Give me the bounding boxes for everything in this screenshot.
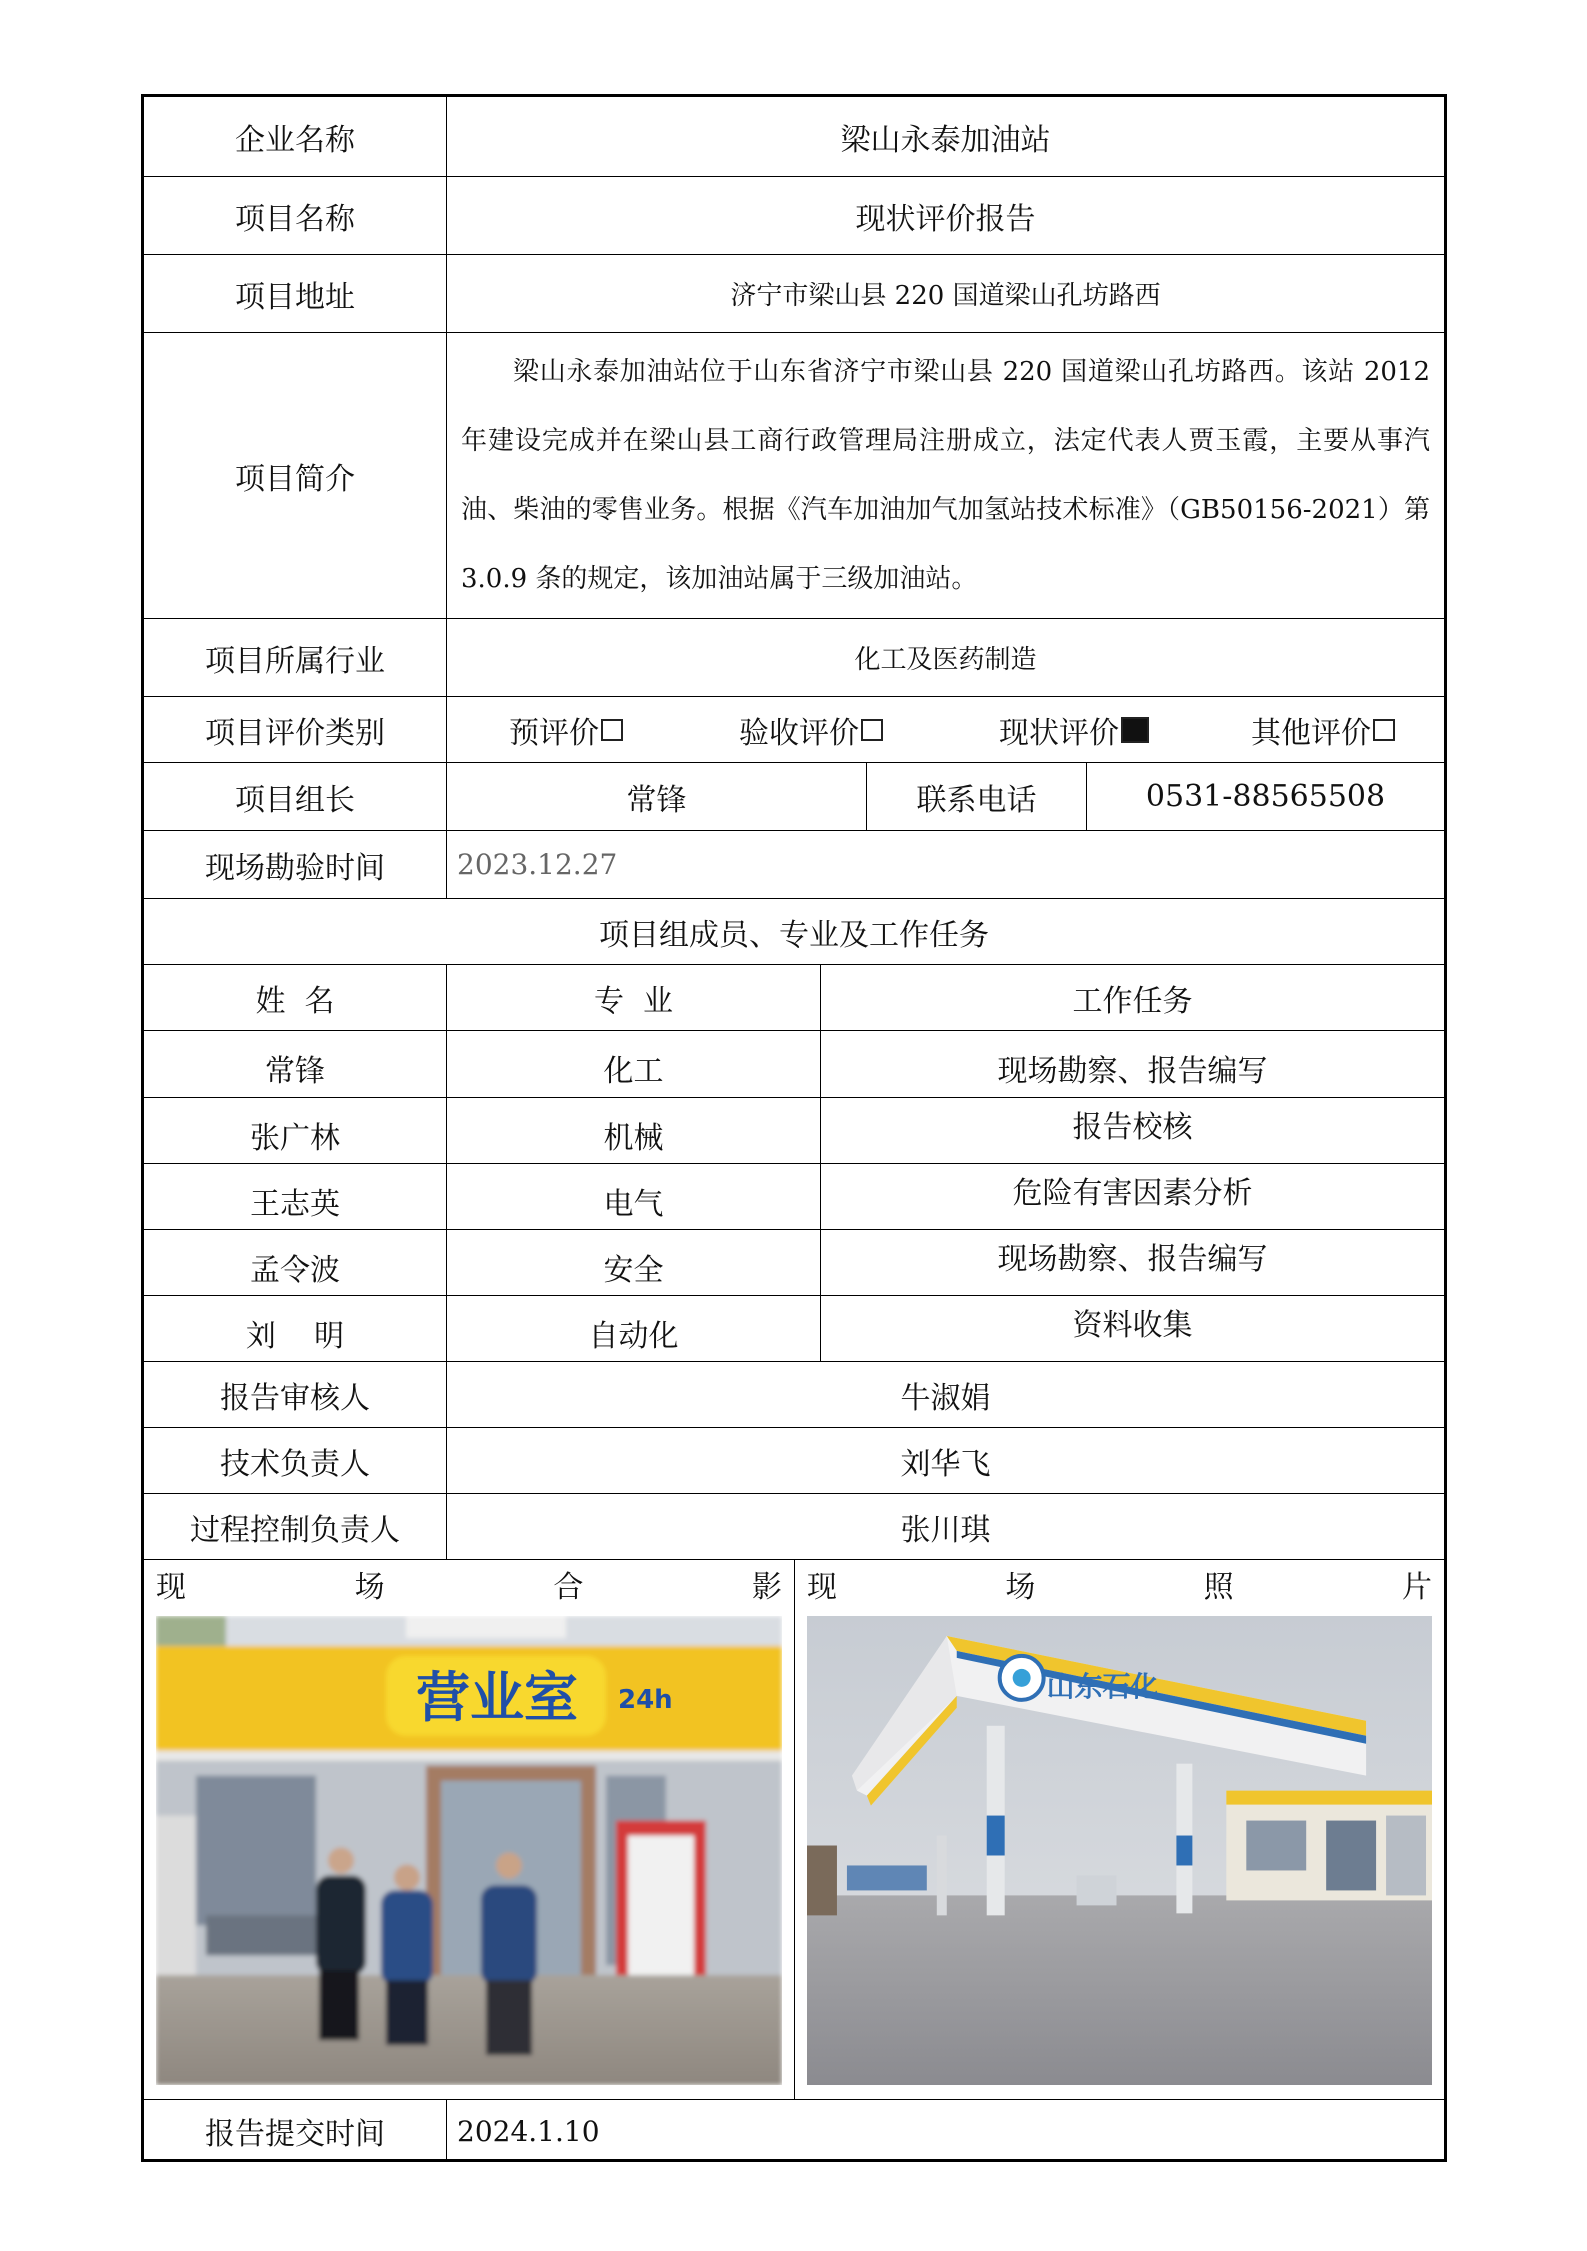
process-lead-label: 过程控制负责人 [190, 1512, 400, 1548]
table-row [144, 1098, 1444, 1164]
member-major: 机械 [446, 1098, 820, 1163]
group-photo-cell [144, 1560, 794, 2099]
site-photo-cell [794, 1560, 1444, 2099]
reviewer-value: 牛淑娟 [446, 1362, 1444, 1427]
checkbox-other[interactable] [1373, 719, 1395, 741]
checkbox-pre[interactable] [601, 719, 623, 741]
project-address-value: 济宁市梁山县 220 国道梁山孔坊路西 [446, 255, 1444, 332]
checkbox-status-checked[interactable] [1121, 717, 1149, 743]
process-lead-value: 张川琪 [446, 1494, 1444, 1559]
enterprise-label: 企业名称 [235, 122, 355, 158]
table-row [144, 1230, 1444, 1296]
eval-type-row [144, 697, 1444, 763]
sign-text: 营业室 [416, 1665, 578, 1729]
member-major: 电气 [446, 1164, 820, 1229]
member-name: 常锋 [265, 1054, 325, 1089]
submit-time-label: 报告提交时间 [205, 2117, 385, 2152]
survey-time-label: 现场勘验时间 [205, 850, 385, 886]
site-photo [807, 1616, 1432, 2085]
eval-option-status[interactable]: 现状评价 [999, 697, 1149, 762]
eval-option-other[interactable]: 其他评价 [1251, 697, 1395, 762]
project-intro-label: 项目简介 [235, 461, 355, 497]
project-intro-row [144, 333, 1444, 619]
leader-row [144, 763, 1444, 831]
reviewer-label: 报告审核人 [220, 1380, 370, 1416]
project-name-value: 现状评价报告 [446, 177, 1444, 254]
photos-row [144, 1560, 1444, 2100]
tech-lead-row [144, 1428, 1444, 1494]
info-table [141, 94, 1447, 2162]
member-major: 安全 [446, 1230, 820, 1295]
group-photo-caption: 现 场 合 影 [156, 1570, 782, 1605]
enterprise-value: 梁山永泰加油站 [446, 97, 1444, 176]
member-major: 自动化 [446, 1296, 820, 1361]
industry-row [144, 619, 1444, 697]
checkbox-acceptance[interactable] [861, 719, 883, 741]
leader-label: 项目组长 [235, 782, 355, 818]
table-row [144, 1164, 1444, 1230]
member-task: 现场勘察、报告编写 [820, 1031, 1444, 1097]
members-section-row [144, 899, 1444, 965]
table-row [144, 1296, 1444, 1362]
project-address-row [144, 255, 1444, 333]
member-task: 资料收集 [820, 1296, 1444, 1361]
phone-value: 0531-88565508 [1086, 763, 1444, 830]
header-name: 姓 名 [255, 983, 335, 1019]
table-row [144, 1031, 1444, 1098]
survey-time-row [144, 831, 1444, 899]
members-header-row [144, 965, 1444, 1031]
member-name: 王志英 [250, 1186, 340, 1222]
enterprise-row [144, 97, 1444, 177]
project-address-label: 项目地址 [235, 279, 355, 315]
member-name: 刘 明 [245, 1318, 345, 1354]
project-intro-text: 梁山永泰加油站位于山东省济宁市梁山县 220 国道梁山孔坊路西。该站 2012 年建设完成并在梁山县工商行政管理局注册成立，法定代表人贾玉霞，主要从事汽油、柴油的零售业务。根据《汽车加油加气加氢站技术标准》（GB50156-2021）第 3.0.9 条的规定，该加油站属于三级加油站。 [461, 356, 1430, 594]
eval-option-pre[interactable]: 预评价 [509, 697, 623, 762]
member-major: 化工 [446, 1031, 820, 1097]
member-task: 危险有害因素分析 [820, 1164, 1444, 1229]
member-task: 报告校核 [820, 1098, 1444, 1163]
header-task: 工作任务 [820, 965, 1444, 1030]
reviewer-row [144, 1362, 1444, 1428]
member-name: 孟令波 [250, 1252, 340, 1288]
industry-label: 项目所属行业 [205, 643, 385, 679]
project-name-label: 项目名称 [235, 201, 355, 237]
header-major: 专 业 [446, 965, 820, 1030]
leader-value: 常锋 [446, 763, 866, 830]
eval-type-options [446, 697, 1444, 762]
phone-label: 联系电话 [866, 763, 1086, 830]
site-photo-caption: 现 场 照 片 [807, 1570, 1432, 1605]
tech-lead-value: 刘华飞 [446, 1428, 1444, 1493]
industry-value: 化工及医药制造 [446, 619, 1444, 696]
project-intro-cell [446, 333, 1444, 618]
members-section-title: 项目组成员、专业及工作任务 [599, 917, 989, 953]
survey-time-value: 2023.12.27 [446, 831, 1444, 898]
sign-badge-text: 24h [618, 1684, 673, 1715]
process-lead-row [144, 1494, 1444, 1560]
tech-lead-label: 技术负责人 [220, 1446, 370, 1482]
member-task: 现场勘察、报告编写 [820, 1230, 1444, 1295]
eval-option-acceptance[interactable]: 验收评价 [739, 697, 883, 762]
project-name-row [144, 177, 1444, 255]
member-name: 张广林 [250, 1120, 340, 1156]
station-sign-text: 山东石化 [1046, 1669, 1159, 1703]
eval-type-label: 项目评价类别 [205, 715, 385, 751]
submit-time-value: 2024.1.10 [446, 2100, 1444, 2162]
group-photo [156, 1616, 782, 2085]
submit-time-row [144, 2100, 1444, 2162]
